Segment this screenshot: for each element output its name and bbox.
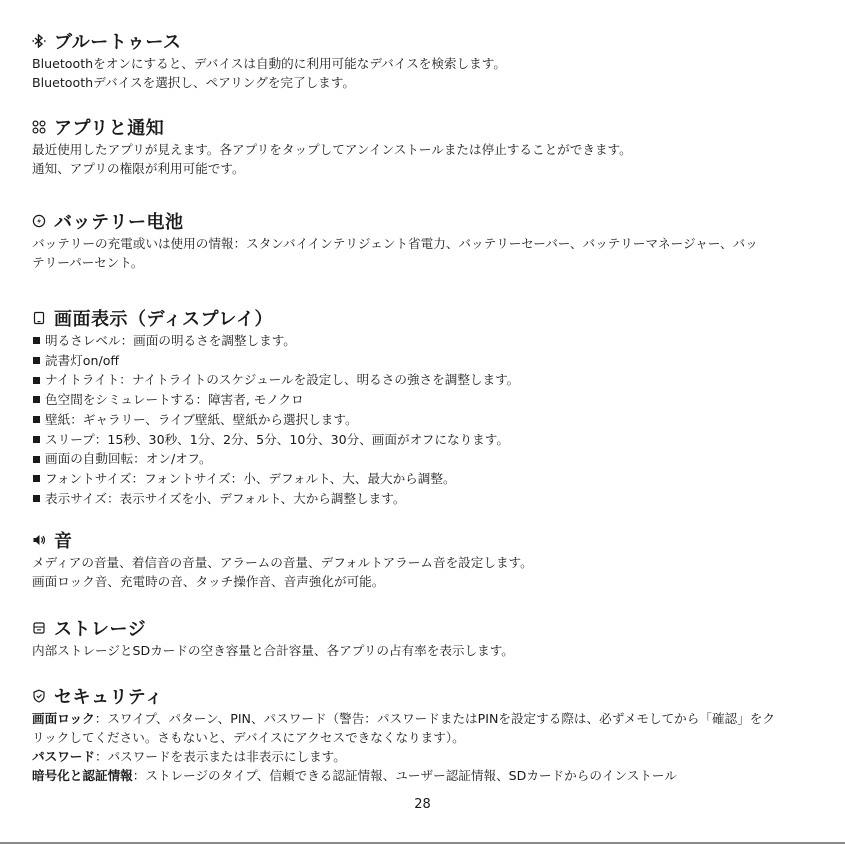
- section-title: アプリと通知: [54, 118, 165, 139]
- section-title: セキュリティ: [54, 687, 164, 708]
- section-heading: [32, 615, 822, 641]
- bullet-square-icon: [33, 357, 40, 364]
- section-bluetooth: [32, 28, 822, 92]
- paragraph-line: リックしてください。さもないと、デバイスにアクセスできなくなります）。: [32, 730, 465, 745]
- password-text: ：パスワードを表示または非表示にします。: [94, 749, 346, 764]
- bullet-square-icon: [33, 416, 40, 423]
- screen-lock-text: ：スワイプ、パターン、PIN、パスワード（警告：パスワードまたはPINを設定する際は、必ずメモしてから「確認」をク: [94, 711, 775, 726]
- encryption-label: 暗号化と認証情報: [32, 768, 133, 783]
- paragraph-line: 最近使用したアプリが見えます。各アプリをタップしてアンインストールまたは停止することができます。: [32, 142, 632, 157]
- paragraph-line: 画面ロック音、充電時の音、タッチ操作音、音声強化が可能。: [32, 574, 385, 589]
- section-heading: [32, 208, 822, 234]
- encryption-paragraph: [32, 766, 822, 785]
- section-battery: [32, 208, 822, 272]
- bullet-square-icon: [33, 495, 40, 502]
- display-icon: [32, 311, 46, 325]
- bullet-square-icon: [33, 436, 40, 443]
- list-item: フォントサイズ：フォントサイズ：小、デフォルト、大、最大から調整。: [32, 469, 822, 489]
- section-storage: [32, 615, 822, 660]
- section-heading: [32, 114, 822, 140]
- battery-icon: [32, 214, 46, 228]
- paragraph-line: Bluetoothデバイスを選択し、ペアリングを完了します。: [32, 75, 355, 90]
- list-item: ナイトライト：ナイトライトのスケジュールを設定し、明るさの強さを調整します。: [32, 370, 822, 390]
- bullet-square-icon: [33, 396, 40, 403]
- screen-lock-paragraph: [32, 709, 822, 728]
- shield-icon: [32, 689, 46, 703]
- page-number: 28: [414, 797, 431, 812]
- bottom-rule: [0, 842, 845, 844]
- section-heading: [32, 683, 822, 709]
- bullet-square-icon: [33, 475, 40, 482]
- paragraph-line: メディアの音量、着信音の音量、アラームの音量、デフォルトアラーム音を設定します。: [32, 555, 533, 570]
- section-title: 画面表示（ディスプレイ）: [54, 309, 273, 330]
- list-item: 壁紙：ギャラリー、ライブ壁紙、壁紙から選択します。: [32, 410, 822, 430]
- list-item: 明るさレベル：画面の明るさを調整します。: [32, 331, 822, 351]
- section-title: バッテリー电池: [54, 212, 184, 233]
- list-item: 色空間をシミュレートする：障害者, モノクロ: [32, 390, 822, 410]
- section-display: [32, 305, 822, 508]
- password-label: パスワード: [32, 749, 95, 764]
- section-heading: [32, 305, 822, 331]
- list-item: 表示サイズ：表示サイズを小、デフォルト、大から調整します。: [32, 489, 822, 509]
- list-item: 読書灯on/off: [32, 351, 822, 371]
- section-apps: [32, 114, 822, 178]
- paragraph-line: 通知、アプリの権限が利用可能です。: [32, 161, 245, 176]
- bullet-square-icon: [33, 337, 40, 344]
- password-paragraph: [32, 747, 822, 766]
- section-title: ブルートゥース: [54, 32, 182, 53]
- encryption-text: ：ストレージのタイプ、信頼できる認証情報、ユーザー認証情報、SDカードからのインストール: [132, 768, 677, 783]
- section-title: 音: [54, 531, 73, 552]
- section-security: [32, 683, 822, 785]
- list-item: 画面の自動回転：オン/オフ。: [32, 449, 822, 469]
- section-heading: [32, 28, 822, 54]
- screen-lock-label: 画面ロック: [32, 711, 95, 726]
- paragraph-line: バッテリーの充電或いは使用の情報：スタンバイインテリジェント省電力、バッテリーセーバー、バッテリーマネージャー、バッ: [32, 236, 758, 251]
- bullet-square-icon: [33, 456, 40, 463]
- paragraph-line: テリーパーセント。: [32, 255, 144, 270]
- section-sound: [32, 527, 822, 591]
- paragraph-line: 内部ストレージとSDカードの空き容量と合計容量、各アプリの占有率を表示します。: [32, 643, 514, 658]
- section-title: ストレージ: [54, 619, 147, 640]
- display-settings-list: [32, 331, 822, 508]
- speaker-icon: [32, 533, 46, 547]
- list-item: スリープ：15秒、30秒、1分、2分、5分、10分、30分、画面がオフになります。: [32, 430, 822, 450]
- bullet-square-icon: [33, 377, 40, 384]
- apps-grid-icon: [32, 120, 46, 134]
- bluetooth-icon: [32, 34, 46, 48]
- paragraph-line: Bluetoothをオンにすると、デバイスは自動的に利用可能なデバイスを検索します。: [32, 56, 506, 71]
- storage-icon: [32, 621, 46, 635]
- section-heading: [32, 527, 822, 553]
